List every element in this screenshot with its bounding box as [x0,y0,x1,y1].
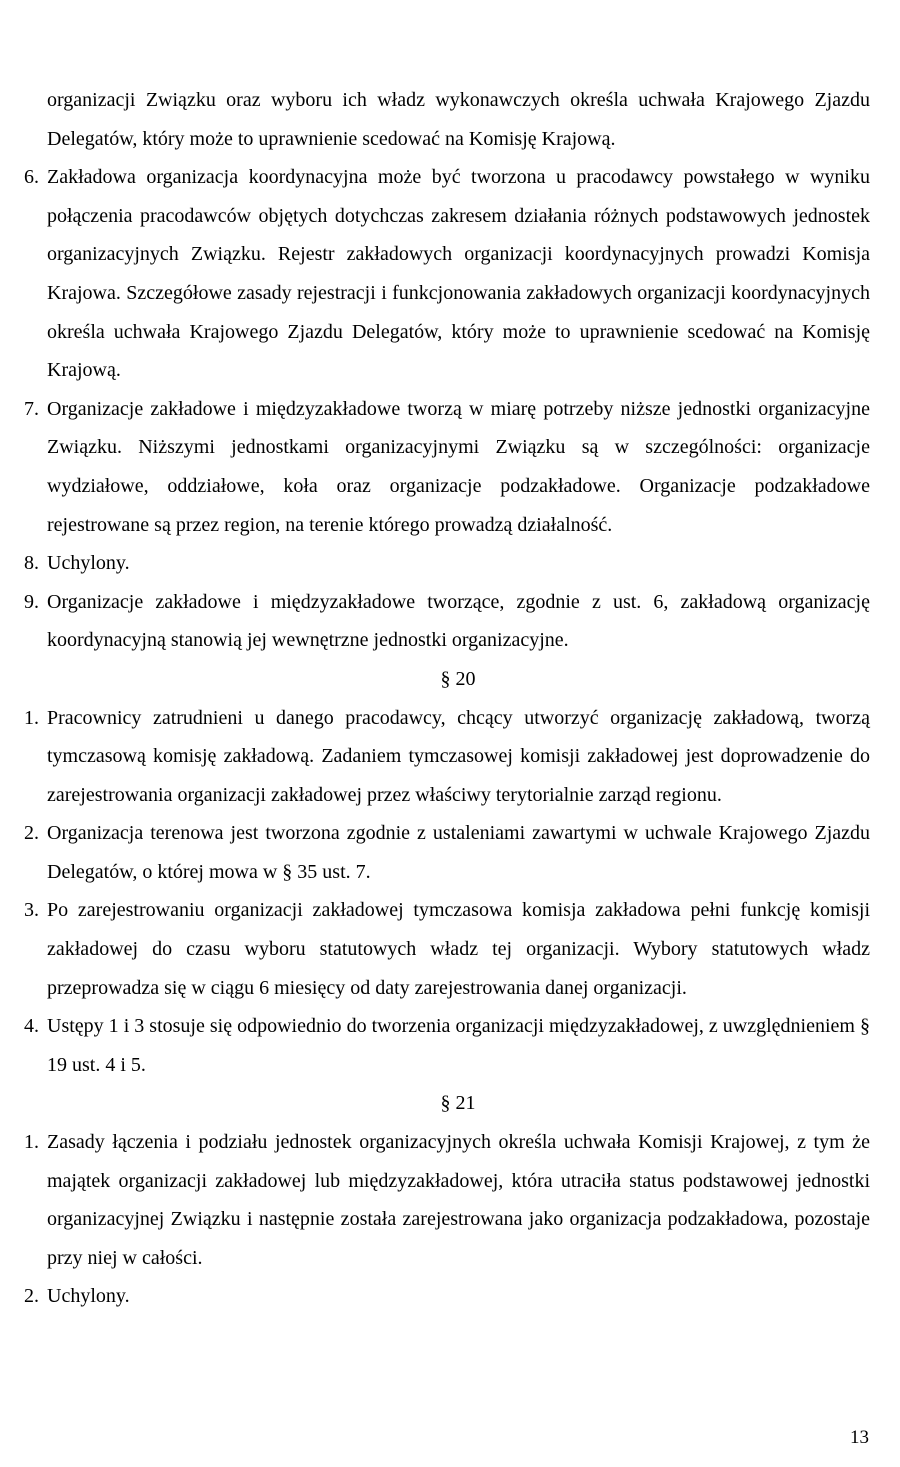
item-text: Zasady łączenia i podziału jednostek organizacyjnych określa uchwała Komisji Krajowej, z tym że majątek organizacji zakładowej lub międzyzakładowej, która utraciła status podstawowej jednostki organizacyjnej Związku i następnie została zarejestrowana jako organizacja podzakładowa, pozostaje przy niej w całości. [47,1131,870,1269]
item-number: 4. [24,1015,39,1038]
item-text: Uchylony. [47,1285,130,1308]
section20-item-4 [24,1007,870,1084]
continued-paragraph-text: organizacji Związku oraz wyboru ich władz wykonawczych określa uchwała Krajowego Zjazdu Delegatów, który może to uprawnienie scedować na Komisję Krajową. [47,89,870,150]
item-text: Uchylony. [47,552,130,575]
item-number: 2. [24,822,39,845]
section21-item-2 [24,1277,870,1316]
item-text: Organizacje zakładowe i międzyzakładowe tworzące, zgodnie z ust. 6, zakładową organizację koordynacyjną stanowią jej wewnętrzne jednostki organizacyjne. [47,590,870,652]
item-text: Po zarejestrowaniu organizacji zakładowej tymczasowa komisja zakładowa pełni funkcję komisji zakładowej do czasu wyboru statutowych władz tej organizacji. Wybory statutowych władz przeprowadza się w ciągu 6 miesięcy od daty zarejestrowania danej organizacji. [47,899,870,999]
section21-heading: § 21 [440,1092,476,1115]
item-text: Zakładowa organizacja koordynacyjna może być tworzona u pracodawcy powstałego w wyniku połączenia pracodawców objętych dotychczas zakresem działania różnych podstawowych jednostek organizacyjnych Związku. Rejestr zakładowych organizacji koordynacyjnych prowadzi Komisja Krajowa. Szczegółowe zasady rejestracji i funkcjonowania zakładowych organizacji koordynacyjnych określa uchwała Krajowego Zjazdu Delegatów, który może to uprawnienie scedować na Komisję Krajową. [47,166,870,382]
page-content [24,81,870,1316]
item-number: 7. [24,397,39,420]
section20-heading: § 20 [440,667,476,690]
page-number: 13 [850,1427,869,1448]
item-number: 3. [24,899,39,922]
section20-item-2 [24,814,870,891]
item-number: 9. [24,590,39,613]
item-number: 8. [24,552,39,575]
section19-item-6 [24,158,870,390]
item-number: 1. [24,706,39,729]
continued-paragraph [24,81,870,158]
item-text: Organizacje zakładowe i międzyzakładowe tworzą w miarę potrzeby niższe jednostki organizacyjne Związku. Niższymi jednostkami organizacyjnymi Związku są w szczególności: organizacje wydziałowe, oddziałowe, koła oraz organizacje podzakładowe. Organizacje podzakładowe rejestrowane są przez region, na terenie którego prowadzą działalność. [47,397,870,536]
section21-item-1 [24,1123,870,1277]
section19-item-9 [24,583,870,660]
section20-item-3 [24,891,870,1007]
section19-item-8 [24,544,870,583]
item-text: Organizacja terenowa jest tworzona zgodnie z ustaleniami zawartymi w uchwale Krajowego Zjazdu Delegatów, o której mowa w § 35 ust. 7. [47,822,870,883]
item-number: 6. [24,166,39,189]
item-number: 1. [24,1131,39,1154]
item-text: Ustępy 1 i 3 stosuje się odpowiednio do tworzenia organizacji międzyzakładowej, z uwzględnieniem § 19 ust. 4 i 5. [47,1015,870,1076]
item-text: Pracownicy zatrudnieni u danego pracodawcy, chcący utworzyć organizację zakładową, tworzą tymczasową komisję zakładową. Zadaniem tymczasowej komisji zakładowej jest doprowadzenie do zarejestrowania organizacji zakładowej przez właściwy terytorialnie zarząd regionu. [47,706,870,806]
section20-item-1 [24,699,870,815]
item-number: 2. [24,1285,39,1308]
section19-item-7 [24,390,870,544]
